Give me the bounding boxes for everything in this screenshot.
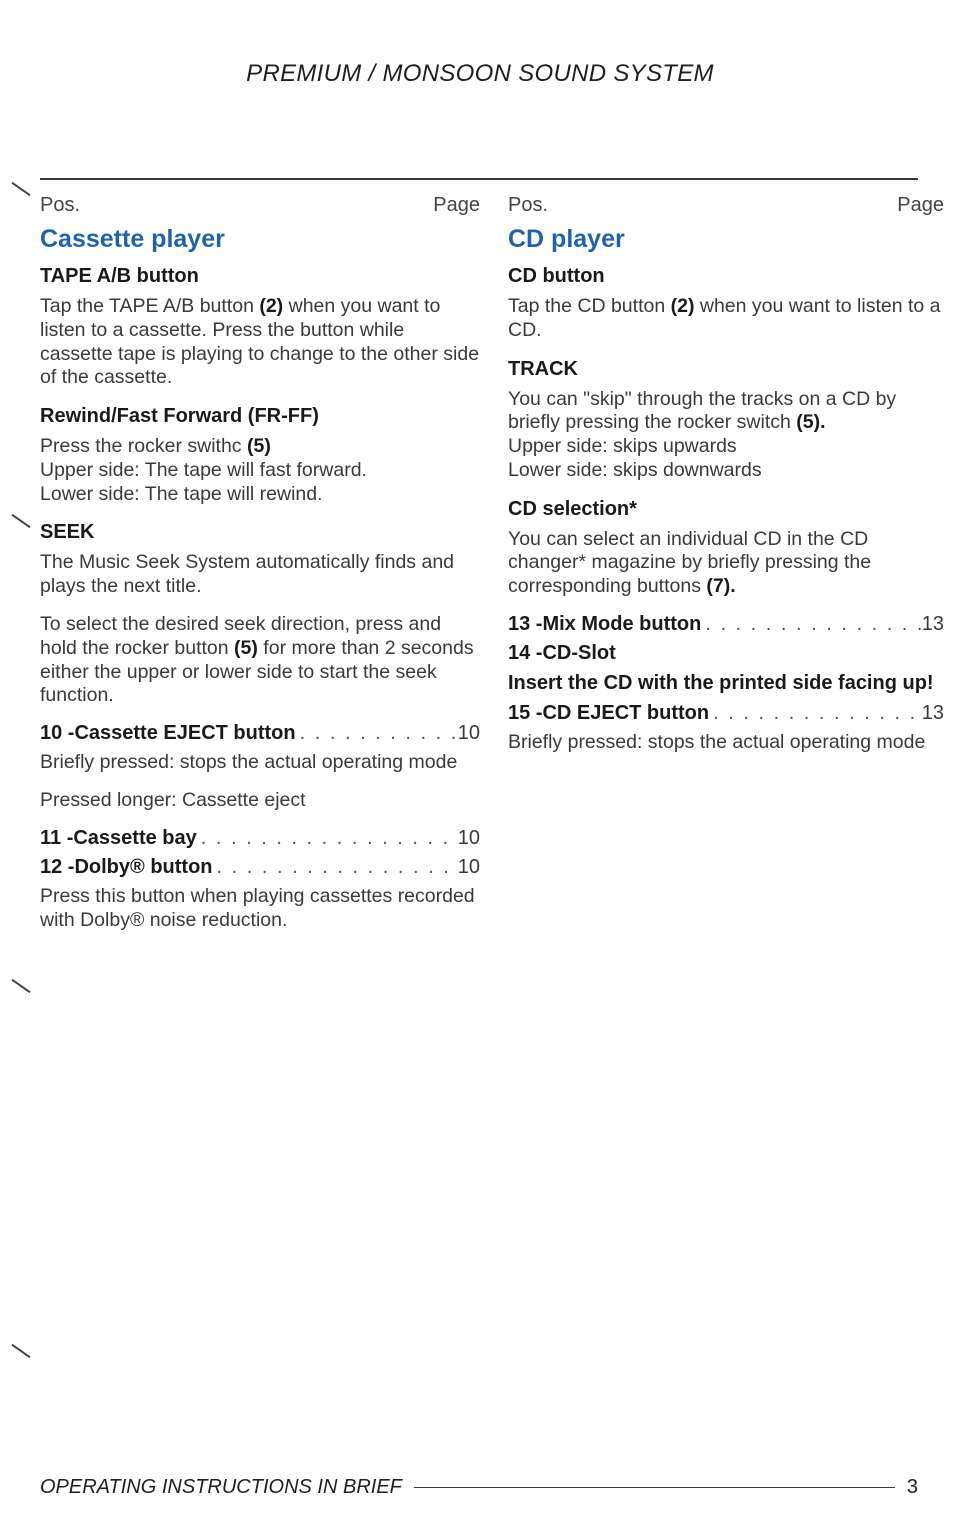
cd-selection-text: You can select an individual CD in the CD changer* magazine by briefly pressing the corresponding buttons (7). — [508, 527, 872, 598]
seek-text-2: To select the desired seek direction, press and hold the rocker button (5) for more than 2 seconds either the upper or lower side to start the seek function. — [40, 613, 474, 707]
page-label: Page — [433, 194, 480, 216]
eject-text-2: Pressed longer: Cassette eject — [40, 788, 306, 811]
cd-slot-entry: 14 -CD-Slot — [508, 642, 616, 665]
right-column — [508, 194, 944, 769]
margin-mark — [11, 1344, 30, 1358]
rewind-heading: Rewind/Fast Forward (FR-FF) — [40, 405, 319, 428]
margin-mark — [11, 182, 30, 196]
header-rule — [40, 178, 918, 180]
page-header: PREMIUM / MONSOON SOUND SYSTEM — [246, 60, 714, 87]
tape-ab-heading: TAPE A/B button — [40, 265, 199, 287]
insert-note: Insert the CD with the printed side facing up! — [508, 672, 934, 695]
track-text: You can "skip" through the tracks on a CD by briefly pressing the rocker switch (5). Upper side: skips upwards Lower side: skips downwards — [508, 387, 897, 481]
cd-button-text: Tap the CD button (2) when you want to listen to a CD. — [508, 295, 941, 341]
left-column — [40, 194, 480, 946]
cassette-bay-entry: 11 -Cassette bay . . . 10 — [40, 827, 480, 850]
dolby-entry: 12 -Dolby® button . . . 10 — [40, 856, 480, 879]
margin-mark — [11, 979, 30, 993]
seek-text-1: The Music Seek System automatically finds and plays the next title. — [40, 551, 455, 598]
footer-rule — [414, 1487, 895, 1489]
mix-mode-entry: 13 -Mix Mode button . . . 13 — [508, 613, 944, 636]
column-header — [508, 194, 944, 217]
cassette-eject-entry: 10 -Cassette EJECT button . . . 10 — [40, 722, 480, 745]
eject-text-1: Briefly pressed: stops the actual operating mode — [40, 751, 458, 774]
rewind-text: Press the rocker swithc (5) Upper side: The tape will fast forward. Lower side: The tape will rewind. — [40, 435, 367, 505]
page-footer — [40, 1476, 918, 1499]
section-title-cassette: Cassette player — [40, 225, 225, 253]
page-number: 3 — [906, 1476, 918, 1498]
footer-text: OPERATING INSTRUCTIONS IN BRIEF — [40, 1476, 402, 1498]
pos-label: Pos. — [40, 194, 81, 216]
cd-eject-text: Briefly pressed: stops the actual operating mode — [508, 731, 926, 754]
section-title-cd: CD player — [508, 225, 625, 253]
column-header — [40, 194, 480, 217]
pos-label: Pos. — [508, 194, 549, 216]
dolby-text: Press this button when playing cassettes recorded with Dolby® noise reduction. — [40, 884, 475, 931]
tape-ab-text: Tap the TAPE A/B button (2) when you want to listen to a cassette. Press the button while cassette tape is playing to change to the other side of the cassette. — [40, 295, 480, 389]
page-label: Page — [897, 194, 944, 216]
cd-selection-heading: CD selection* — [508, 497, 637, 520]
track-heading: TRACK — [508, 357, 578, 380]
seek-heading: SEEK — [40, 521, 95, 544]
cd-button-heading: CD button — [508, 265, 605, 287]
cd-eject-entry: 15 -CD EJECT button . . . 13 — [508, 702, 944, 725]
margin-mark — [11, 514, 30, 528]
